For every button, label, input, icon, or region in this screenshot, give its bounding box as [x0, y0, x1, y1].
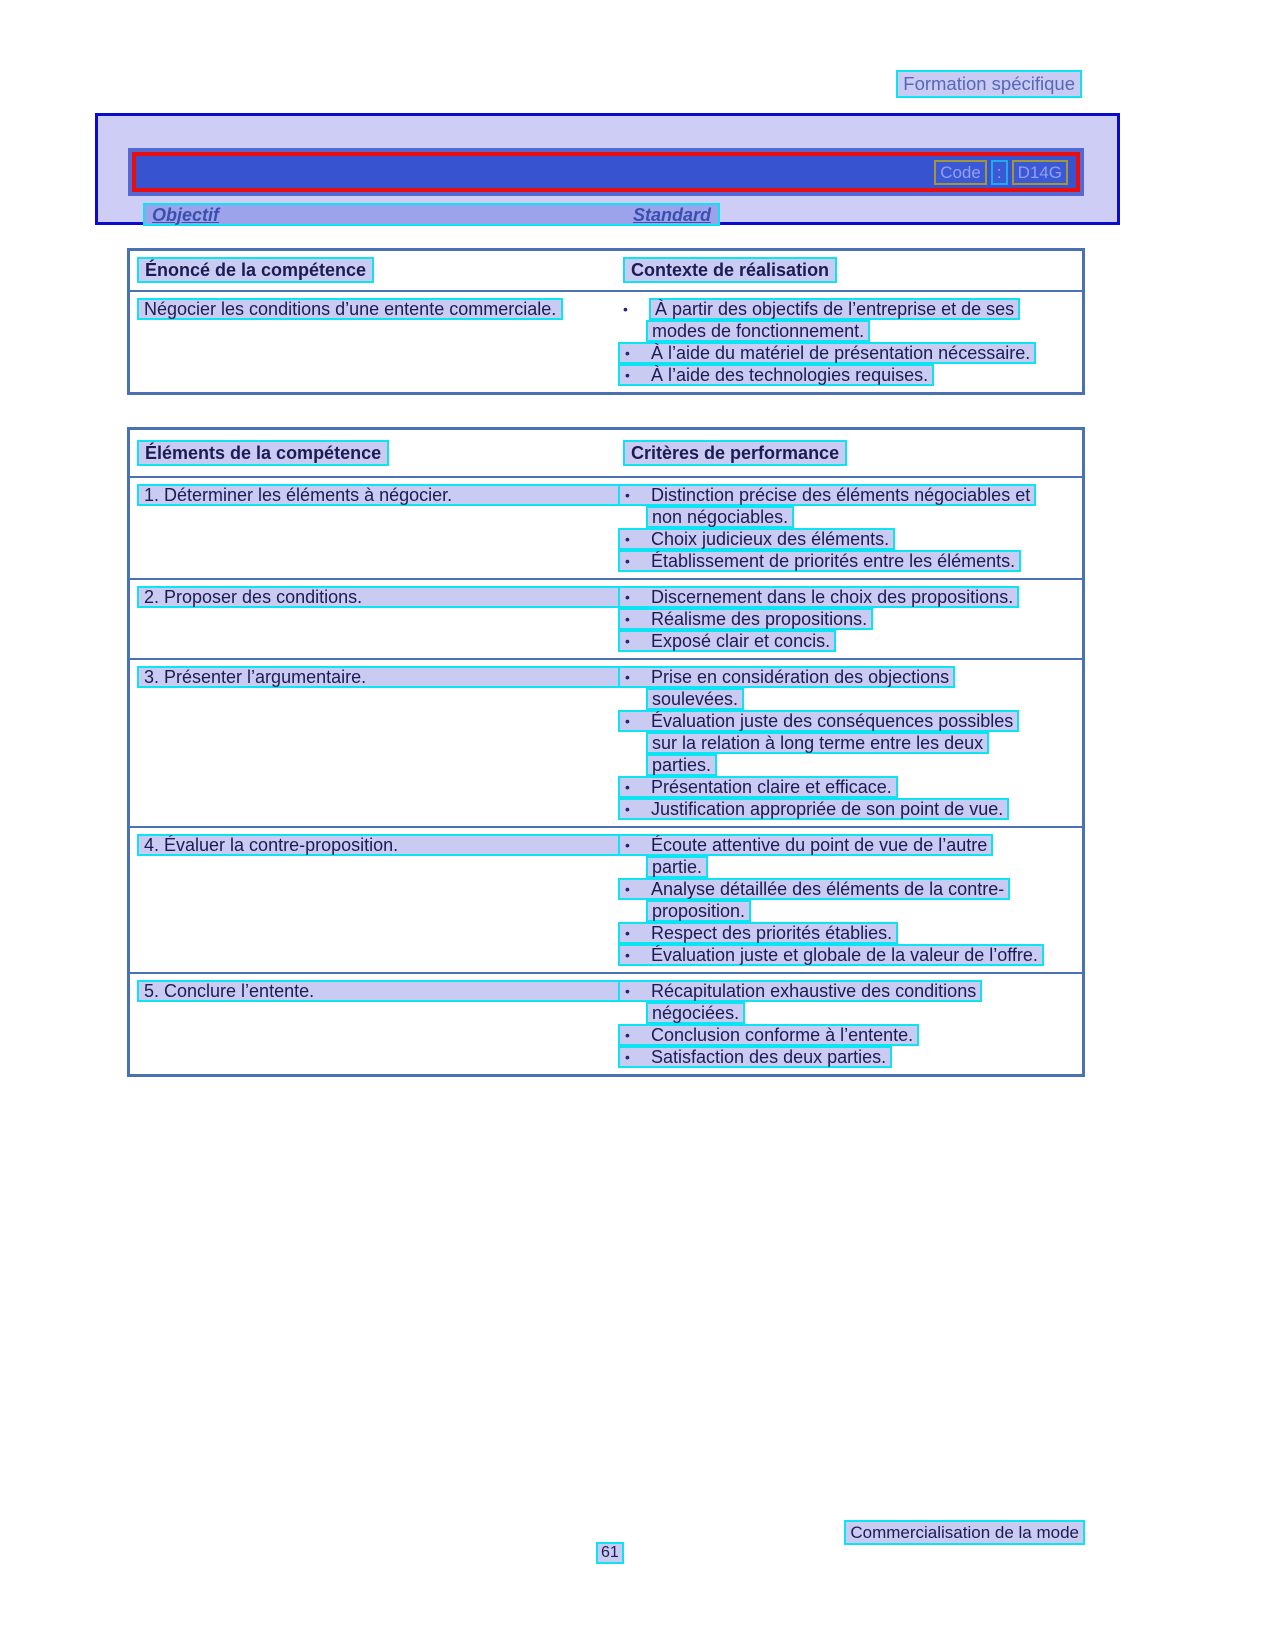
- objectif-heading: Objectif: [152, 204, 220, 225]
- table-row: [130, 826, 1082, 972]
- criterion-line: parties.: [646, 754, 717, 776]
- criterion-line: Conclusion conforme à l’entente.: [651, 1025, 914, 1045]
- standard-heading: Standard: [632, 204, 711, 225]
- bullet-icon: •: [625, 947, 630, 963]
- criteria-cell: [616, 666, 1082, 820]
- elements-table-header: [130, 430, 1082, 478]
- code-label: Code: [934, 160, 987, 185]
- criterion-line: Évaluation juste des conséquences possibles: [651, 711, 1014, 731]
- criterion-first-line: [618, 484, 1036, 506]
- bullet-icon: •: [623, 301, 628, 317]
- element-cell: [130, 980, 616, 1068]
- bullet-icon: •: [625, 881, 630, 897]
- criteria-cell: [616, 298, 1082, 386]
- criterion-item: [618, 980, 1082, 1024]
- criterion-line: À partir des objectifs de l’entreprise et de ses: [649, 298, 1020, 320]
- criteria-list: [618, 980, 1082, 1068]
- criteria-list: [618, 834, 1082, 966]
- code-separator: :: [991, 160, 1008, 185]
- criterion-first-line: [618, 586, 1019, 608]
- criterion-item: [618, 710, 1082, 776]
- criteria-cell: [616, 586, 1082, 652]
- criterion-item: [618, 944, 1082, 966]
- elements-table-body: [130, 478, 1082, 1074]
- element-cell: [130, 586, 616, 652]
- criterion-first-line: [618, 666, 955, 688]
- element-cell: [130, 834, 616, 966]
- criterion-first-line: [618, 528, 895, 550]
- element-text: 4. Évaluer la contre-proposition.: [137, 834, 640, 856]
- criterion-line: modes de fonctionnement.: [646, 320, 870, 342]
- section-label: Formation spécifique: [896, 70, 1082, 98]
- criteria-cell: [616, 834, 1082, 966]
- element-text: 3. Présenter l’argumentaire.: [137, 666, 640, 688]
- criterion-line: Discernement dans le choix des propositions.: [651, 587, 1014, 607]
- criterion-line: Établissement de priorités entre les éléments.: [651, 551, 1016, 571]
- elements-table: [127, 427, 1085, 1077]
- criterion-line: non négociables.: [646, 506, 794, 528]
- criterion-first-line: [618, 878, 1010, 900]
- element-text: 1. Déterminer les éléments à négocier.: [137, 484, 640, 506]
- criterion-line: Écoute attentive du point de vue de l’autre: [651, 835, 988, 855]
- criterion-wrap-line: [646, 688, 1082, 710]
- criterion-first-line: [618, 342, 1036, 364]
- element-cell: [130, 298, 616, 386]
- criterion-first-line: [618, 710, 1019, 732]
- table-row: [130, 658, 1082, 826]
- element-cell: [130, 666, 616, 820]
- criteria-list: [618, 666, 1082, 820]
- criterion-first-line: [618, 980, 982, 1002]
- bullet-icon: •: [625, 345, 630, 361]
- competence-table: [127, 248, 1085, 395]
- competence-table-body: [130, 292, 1082, 392]
- code-value: D14G: [1012, 160, 1068, 185]
- criterion-line: Exposé clair et concis.: [651, 631, 831, 651]
- bullet-icon: •: [625, 713, 630, 729]
- criterion-first-line: [618, 776, 898, 798]
- criterion-first-line: [618, 630, 836, 652]
- criterion-line: À l’aide des technologies requises.: [651, 365, 929, 385]
- criterion-line: Récapitulation exhaustive des conditions: [651, 981, 977, 1001]
- criterion-item: [618, 484, 1082, 528]
- criteria-cell: [616, 484, 1082, 572]
- criterion-wrap-line: [646, 320, 1082, 342]
- bullet-icon: •: [625, 801, 630, 817]
- criterion-wrap-line: [646, 506, 1082, 528]
- competence-table-header: [130, 251, 1082, 292]
- element-text: 2. Proposer des conditions.: [137, 586, 640, 608]
- objectif-standard-bar: [143, 203, 720, 226]
- element-text: Négocier les conditions d’une entente commerciale.: [137, 298, 563, 320]
- criterion-line: Satisfaction des deux parties.: [651, 1047, 887, 1067]
- criterion-item: [618, 298, 1082, 342]
- column-header-enonce: Énoncé de la compétence: [137, 257, 374, 283]
- title-bar-inner: [132, 152, 1080, 192]
- criterion-first-line: [618, 298, 1020, 320]
- criterion-line: proposition.: [646, 900, 751, 922]
- bullet-icon: •: [625, 633, 630, 649]
- criteria-cell: [616, 980, 1082, 1068]
- title-banner: [95, 113, 1120, 225]
- criterion-first-line: [618, 944, 1044, 966]
- table-row: [130, 578, 1082, 658]
- criterion-line: Distinction précise des éléments négociables et: [651, 485, 1031, 505]
- table-row: [130, 478, 1082, 578]
- element-text: 5. Conclure l’entente.: [137, 980, 640, 1002]
- criterion-first-line: [618, 922, 898, 944]
- table-row: [130, 972, 1082, 1074]
- criteria-list: [618, 298, 1082, 386]
- criterion-item: [618, 342, 1082, 364]
- criterion-first-line: [618, 1024, 919, 1046]
- criterion-line: Prise en considération des objections: [651, 667, 950, 687]
- page-number: 61: [596, 1542, 624, 1564]
- criterion-wrap-line: [646, 732, 1082, 754]
- criterion-item: [618, 666, 1082, 710]
- criterion-line: négociées.: [646, 1002, 745, 1024]
- criterion-line: Analyse détaillée des éléments de la contre-: [651, 879, 1005, 899]
- bullet-icon: •: [625, 487, 630, 503]
- bullet-icon: •: [625, 669, 630, 685]
- bullet-icon: •: [625, 553, 630, 569]
- criterion-line: partie.: [646, 856, 708, 878]
- criterion-item: [618, 608, 1082, 630]
- criterion-first-line: [618, 798, 1009, 820]
- criterion-first-line: [618, 364, 934, 386]
- criterion-item: [618, 550, 1082, 572]
- criterion-item: [618, 834, 1082, 878]
- criterion-item: [618, 798, 1082, 820]
- criterion-first-line: [618, 550, 1021, 572]
- criterion-wrap-line: [646, 856, 1082, 878]
- table-row: [130, 292, 1082, 392]
- criterion-item: [618, 776, 1082, 798]
- criterion-item: [618, 630, 1082, 652]
- element-cell: [130, 484, 616, 572]
- title-bar: [128, 148, 1084, 196]
- criterion-wrap-line: [646, 1002, 1082, 1024]
- criterion-first-line: [618, 834, 993, 856]
- criterion-line: Choix judicieux des éléments.: [651, 529, 890, 549]
- criterion-item: [618, 878, 1082, 922]
- criterion-item: [618, 528, 1082, 550]
- bullet-icon: •: [625, 531, 630, 547]
- criterion-first-line: [618, 608, 873, 630]
- footer-program-title: Commercialisation de la mode: [844, 1520, 1085, 1545]
- criterion-item: [618, 364, 1082, 386]
- column-header-criteres: Critères de performance: [623, 440, 847, 466]
- criterion-item: [618, 586, 1082, 608]
- criterion-line: sur la relation à long terme entre les deux: [646, 732, 989, 754]
- criterion-line: Réalisme des propositions.: [651, 609, 868, 629]
- criterion-wrap-line: [646, 754, 1082, 776]
- criterion-line: Justification appropriée de son point de vue.: [651, 799, 1004, 819]
- bullet-icon: •: [625, 779, 630, 795]
- criterion-line: À l’aide du matériel de présentation nécessaire.: [651, 343, 1031, 363]
- bullet-icon: •: [625, 1049, 630, 1065]
- criterion-item: [618, 1046, 1082, 1068]
- bullet-icon: •: [625, 983, 630, 999]
- criteria-list: [618, 586, 1082, 652]
- column-header-contexte: Contexte de réalisation: [623, 257, 837, 283]
- criterion-line: Évaluation juste et globale de la valeur de l’offre.: [651, 945, 1038, 965]
- criterion-line: Respect des priorités établies.: [651, 923, 893, 943]
- criterion-item: [618, 1024, 1082, 1046]
- column-header-elements: Éléments de la compétence: [137, 440, 389, 466]
- bullet-icon: •: [625, 1027, 630, 1043]
- criterion-item: [618, 922, 1082, 944]
- criterion-line: Présentation claire et efficace.: [651, 777, 892, 797]
- bullet-icon: •: [625, 837, 630, 853]
- bullet-icon: •: [625, 589, 630, 605]
- criterion-line: soulevées.: [646, 688, 744, 710]
- bullet-icon: •: [625, 367, 630, 383]
- bullet-icon: •: [625, 925, 630, 941]
- criteria-list: [618, 484, 1082, 572]
- bullet-icon: •: [625, 611, 630, 627]
- criterion-first-line: [618, 1046, 892, 1068]
- criterion-wrap-line: [646, 900, 1082, 922]
